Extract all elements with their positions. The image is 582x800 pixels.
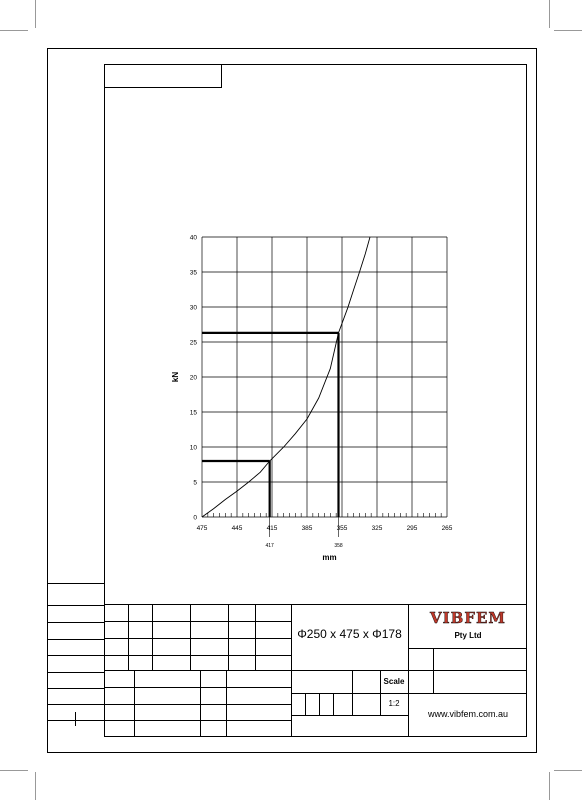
x-tick-label: 475 [196, 525, 208, 532]
y-tick-label: 30 [189, 304, 197, 312]
x-tick-label: 355 [336, 525, 348, 532]
x-tick-label: 265 [441, 525, 453, 532]
part-description: Φ250 x 475 x Φ178 [297, 627, 402, 641]
x-tick-label: 325 [371, 525, 383, 532]
scale-value: 1:2 [388, 699, 400, 708]
company-suffix: Pty Ltd [454, 631, 482, 640]
scale-label: Scale [383, 677, 405, 686]
x-tick-label: 295 [406, 525, 418, 532]
website: www.vibfem.com.au [427, 709, 509, 719]
y-tick-label: 20 [189, 374, 197, 382]
company-logo: VIBFEM [429, 609, 507, 627]
x-axis-label: mm [322, 553, 337, 562]
y-tick-label: 10 [189, 444, 197, 452]
y-tick-label: 25 [189, 339, 197, 347]
y-tick-label: 5 [193, 479, 197, 487]
x-tick-label: 445 [231, 525, 243, 532]
x-tick-label: 415 [266, 525, 278, 532]
annotation-x-label: 358 [334, 543, 343, 549]
annotation-x-label: 417 [265, 543, 274, 549]
y-tick-label: 0 [193, 514, 197, 522]
y-tick-label: 40 [189, 234, 197, 242]
y-tick-label: 15 [189, 409, 197, 417]
x-tick-label: 385 [301, 525, 313, 532]
y-axis-label: kN [171, 371, 180, 383]
y-tick-label: 35 [189, 269, 197, 277]
